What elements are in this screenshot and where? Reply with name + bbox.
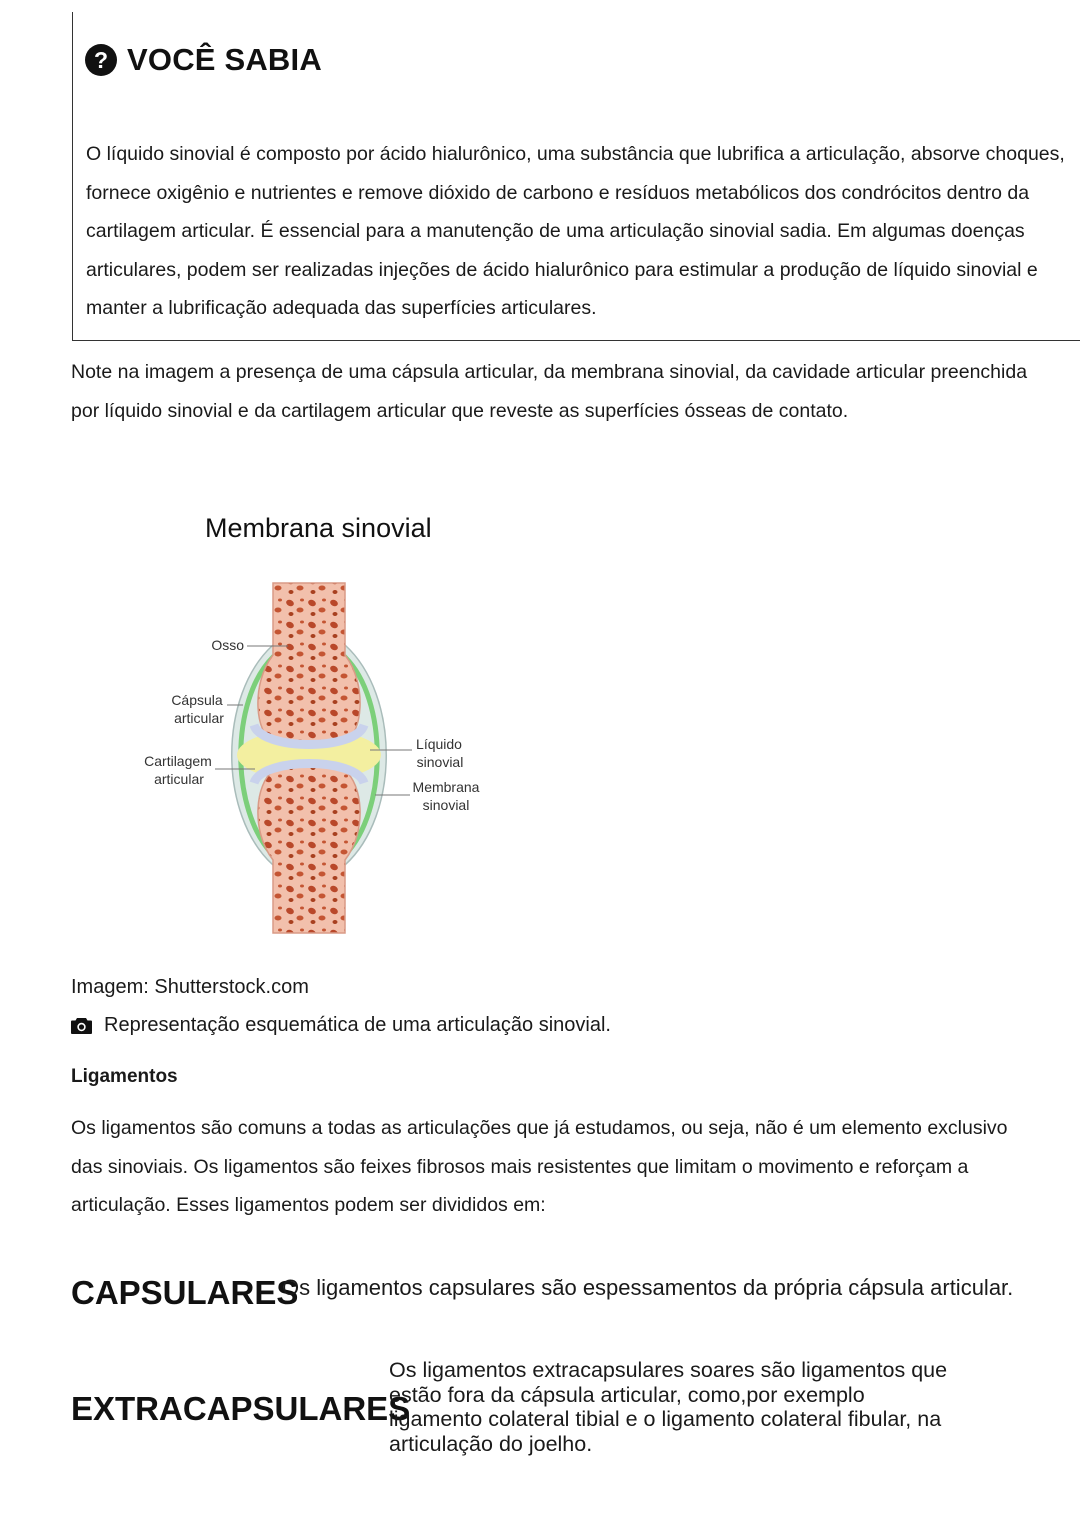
figure-title: Membrana sinovial [205, 513, 432, 543]
did-you-know-box [72, 12, 1080, 341]
label-cartilagem-2: articular [154, 771, 204, 787]
section-title: Ligamentos [71, 1066, 178, 1087]
definition-capsulares: Os ligamentos capsulares são espessamentos da própria cápsula articular. [282, 1275, 1014, 1300]
box-title: VOCÊ SABIA [127, 42, 322, 77]
note-paragraph: Note na imagem a presença de uma cápsula articular, da membrana sinovial, da cavidade articular preenchida por líquido sinovial e da cartilagem articular que reveste as superfícies ósseas de contato. [71, 361, 1028, 422]
box-text: O líquido sinovial é composto por ácido hialurônico, uma substância que lubrifica a articulação, absorve choques, fornece oxigênio e nutrientes e remove dióxido de carbono e resíduos metabólicos dos condrócitos dentro da cartilagem articular. É essencial para a manutenção de uma articulação sinovial sadia. Em algumas doenças articulares, podem ser realizadas injeções de ácido hialurônico para estimular a produção de líquido sinovial e manter a lubrificação adequada das superfícies articulares. [86, 143, 1065, 319]
section-paragraph: Os ligamentos são comuns a todas as articulações que já estudamos, ou seja, não é um elemento exclusivo das sinoviais. Os ligamentos são feixes fibrosos mais resistentes que limitam o movimento e reforçam a articulação. Esses ligamentos podem ser divididos em: [71, 1117, 1008, 1216]
term-extracapsulares: EXTRACAPSULARES [71, 1390, 411, 1427]
label-membrana-1: Membrana [412, 779, 480, 795]
image-credit: Imagem: Shutterstock.com [71, 976, 309, 998]
label-capsula-1: Cápsula [171, 692, 223, 708]
label-cartilagem-1: Cartilagem [144, 753, 212, 769]
label-capsula-2: articular [174, 710, 224, 726]
camera-icon [71, 1017, 92, 1034]
caption-text: Representação esquemática de uma articulação sinovial. [104, 1014, 611, 1036]
term-capsulares: CAPSULARES [71, 1274, 299, 1311]
synovial-joint-diagram [130, 575, 490, 940]
label-membrana-2: sinovial [422, 797, 470, 813]
definition-extracapsulares: Os ligamentos extracapsulares soares são ligamentos que estão fora da cápsula articular, como,por exemplo ligamento colateral tibial e o ligamento colateral fibular, na articulação do joelho. [389, 1358, 948, 1456]
label-liquido-2: sinovial [416, 754, 464, 770]
label-liquido-1: Líquido [416, 736, 462, 752]
box-header [85, 42, 322, 78]
lower-bone [258, 765, 360, 933]
upper-bone [258, 583, 360, 746]
figure-caption [71, 1014, 611, 1037]
question-circle-icon: ? [85, 44, 117, 76]
label-osso: Osso [211, 637, 244, 653]
